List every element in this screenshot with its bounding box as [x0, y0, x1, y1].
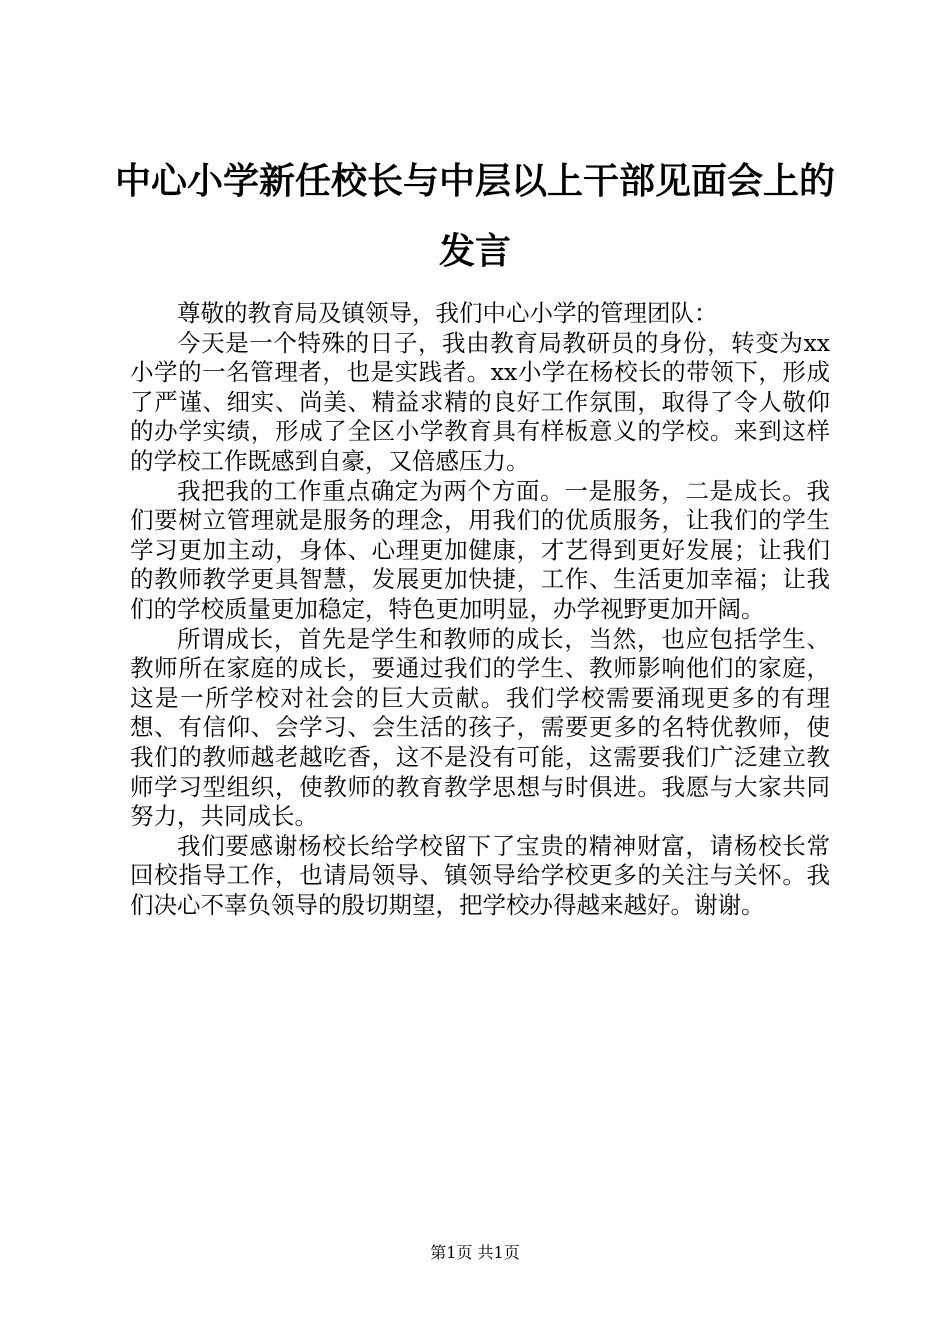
document-title-line-1: 中心小学新任校长与中层以上干部见面会上的	[114, 161, 835, 202]
page-number-footer: 第1页 共1页	[430, 1243, 520, 1262]
body-paragraph: 所谓成长，首先是学生和教师的成长，当然，也应包括学生、教师所在家庭的成长，要通过我们的学生、教师影响他们的家庭，这是一所学校对社会的巨大贡献。我们学校需要涌现更多的有理想、有信仰、会学习、会生活的孩子，需要更多的名特优教师，使我们的教师越老越吃香，这不是没有可能，这需要我们广泛建立教师学习型组织，使教师的教育教学思想与时俱进。我愿与大家共同努力，共同成长。	[130, 624, 830, 831]
document-title-line-2: 发言	[438, 231, 511, 272]
document-body	[130, 299, 830, 920]
body-paragraph: 我把我的工作重点确定为两个方面。一是服务，二是成长。我们要树立管理就是服务的理念，用我们的优质服务，让我们的学生学习更加主动，身体、心理更加健康，才艺得到更好发展；让我们的教师教学更具智慧，发展更加快捷，工作、生活更加幸福；让我们的学校质量更加稳定，特色更加明显，办学视野更加开阔。	[130, 476, 830, 623]
closing-paragraph: 我们要感谢杨校长给学校留下了宝贵的精神财富，请杨校长常回校指导工作，也请局领导、镇领导给学校更多的关注与关怀。我们决心不辜负领导的殷切期望，把学校办得越来越好。谢谢。	[130, 831, 830, 919]
body-paragraph: 今天是一个特殊的日子，我由教育局教研员的身份，转变为xx小学的一名管理者，也是实践者。xx小学在杨校长的带领下，形成了严谨、细实、尚美、精益求精的良好工作氛围，取得了令人敬仰的办学实绩，形成了全区小学教育具有样板意义的学校。来到这样的学校工作既感到自豪，又倍感压力。	[130, 328, 830, 475]
salutation-paragraph: 尊敬的教育局及镇领导，我们中心小学的管理团队：	[177, 299, 718, 327]
